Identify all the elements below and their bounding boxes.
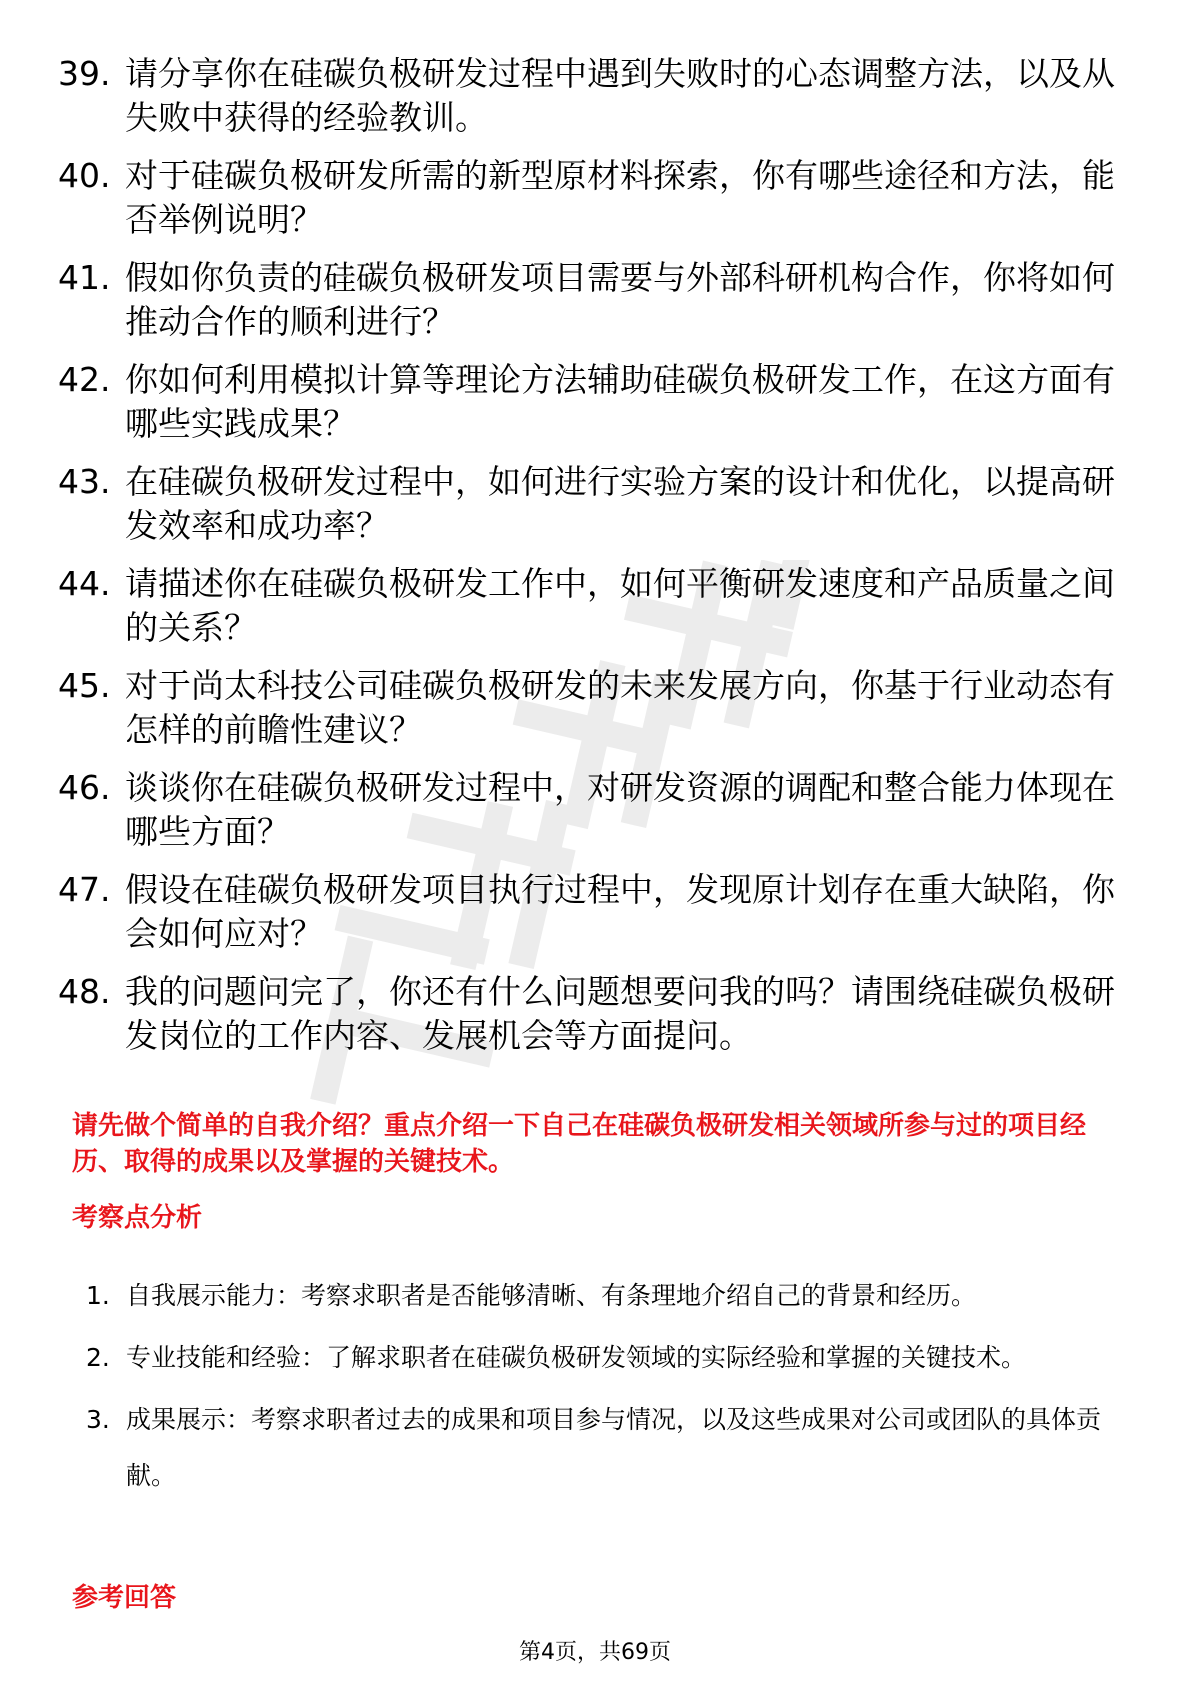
question-text: 我的问题问完了，你还有什么问题想要问我的吗？请围绕硅碳负极研发岗位的工作内容、发展机会等方面提问。 xyxy=(125,972,1115,1055)
list-item xyxy=(58,358,1118,446)
question-text: 你如何利用模拟计算等理论方法辅助硅碳负极研发工作，在这方面有哪些实践成果？ xyxy=(125,360,1115,443)
highlight-question: 请先做个简单的自我介绍？重点介绍一下自己在硅碳负极研发相关领域所参与过的项目经历、取得的成果以及掌握的关键技术。 xyxy=(72,1111,1087,1177)
analysis-text: 专业技能和经验：了解求职者在硅碳负极研发领域的实际经验和掌握的关键技术。 xyxy=(126,1343,1027,1372)
analysis-number: 3. xyxy=(86,1405,110,1434)
question-text: 谈谈你在硅碳负极研发过程中，对研发资源的调配和整合能力体现在哪些方面？ xyxy=(125,768,1115,851)
list-item xyxy=(86,1392,1126,1504)
list-item xyxy=(58,664,1118,752)
question-text: 请描述你在硅碳负极研发工作中，如何平衡研发速度和产品质量之间的关系？ xyxy=(125,564,1115,647)
list-item xyxy=(58,562,1118,650)
question-number: 45. xyxy=(58,666,111,705)
list-item xyxy=(58,766,1118,854)
question-text: 对于尚太科技公司硅碳负极研发的未来发展方向，你基于行业动态有怎样的前瞻性建议？ xyxy=(125,666,1115,749)
question-text: 假如你负责的硅碳负极研发项目需要与外部科研机构合作，你将如何推动合作的顺利进行？ xyxy=(125,258,1115,341)
list-item xyxy=(58,868,1118,956)
page-footer: 第4页，共69页 xyxy=(519,1640,671,1665)
question-number: 46. xyxy=(58,768,111,807)
analysis-number: 1. xyxy=(86,1281,110,1310)
question-number: 39. xyxy=(58,54,111,93)
question-number: 47. xyxy=(58,870,111,909)
question-number: 48. xyxy=(58,972,111,1011)
answer-heading: 参考回答 xyxy=(72,1583,177,1613)
list-item xyxy=(86,1268,1126,1324)
question-text: 对于硅碳负极研发所需的新型原材料探索，你有哪些途径和方法，能否举例说明？ xyxy=(125,156,1115,239)
list-item xyxy=(58,970,1118,1058)
question-number: 42. xyxy=(58,360,111,399)
analysis-heading: 考察点分析 xyxy=(72,1203,203,1233)
analysis-number: 2. xyxy=(86,1343,110,1372)
question-number: 43. xyxy=(58,462,111,501)
question-number: 41. xyxy=(58,258,111,297)
question-text: 假设在硅碳负极研发项目执行过程中，发现原计划存在重大缺陷，你会如何应对？ xyxy=(125,870,1115,953)
question-list xyxy=(58,52,1118,1072)
list-item xyxy=(86,1330,1126,1386)
question-text: 请分享你在硅碳负极研发过程中遇到失败时的心态调整方法，以及从失败中获得的经验教训。 xyxy=(125,54,1115,137)
question-text: 在硅碳负极研发过程中，如何进行实验方案的设计和优化，以提高研发效率和成功率？ xyxy=(125,462,1115,545)
analysis-text: 成果展示：考察求职者过去的成果和项目参与情况，以及这些成果对公司或团队的具体贡献。 xyxy=(126,1405,1102,1490)
list-item xyxy=(58,256,1118,344)
list-item xyxy=(58,154,1118,242)
analysis-text: 自我展示能力：考察求职者是否能够清晰、有条理地介绍自己的背景和经历。 xyxy=(126,1281,977,1310)
list-item xyxy=(58,460,1118,548)
question-number: 44. xyxy=(58,564,111,603)
analysis-list xyxy=(86,1268,1126,1510)
list-item xyxy=(58,52,1118,140)
question-number: 40. xyxy=(58,156,111,195)
